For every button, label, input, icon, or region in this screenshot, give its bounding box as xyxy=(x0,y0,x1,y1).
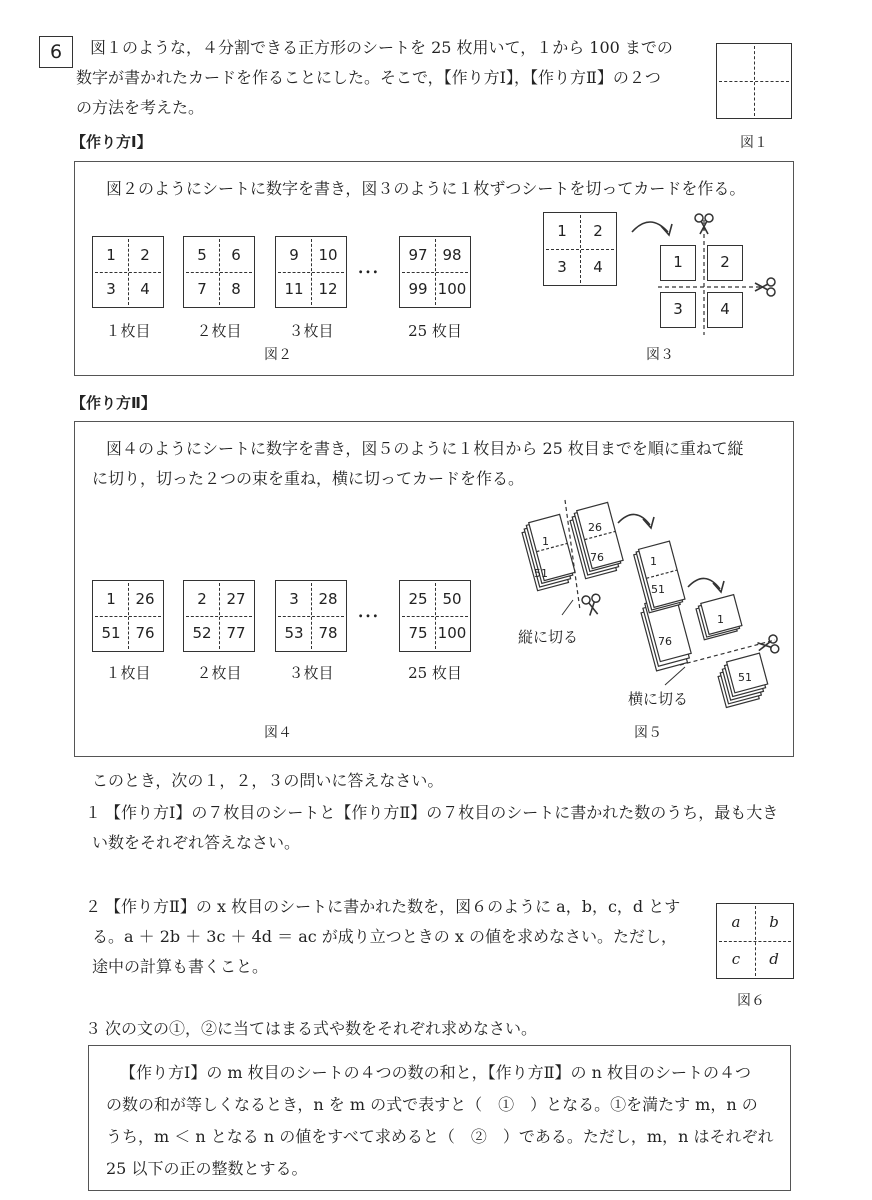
sheet-number: 4 xyxy=(140,280,150,298)
sheet-number: 51 xyxy=(101,624,121,642)
fig2-label-2: ２枚目 xyxy=(196,322,242,340)
q3-number: ３ xyxy=(85,1019,102,1038)
sheet-number: 50 xyxy=(442,590,462,608)
method1-description: 図２のようにシートに数字を書き，図３のように１枚ずつシートを切ってカードを作る。 xyxy=(106,179,746,198)
fig4-sheet-25 xyxy=(399,580,471,652)
fig1-caption: 図１ xyxy=(740,135,768,151)
fig4-caption: 図４ xyxy=(264,725,292,741)
fig3-card-1: 1 xyxy=(660,245,696,281)
fig5-stack-left xyxy=(520,514,577,590)
q2-line-1: 【作り方Ⅱ】の x 枚目のシートに書かれた数を，図６のように a，b，c，d とす xyxy=(105,897,681,916)
q2-number: ２ xyxy=(85,897,102,916)
fig5-num: 76 xyxy=(590,551,604,564)
sheet-number: 100 xyxy=(437,624,467,642)
fig2-label-1: １枚目 xyxy=(105,322,151,340)
fig2-sheet-25 xyxy=(399,236,471,308)
sheet-number: 53 xyxy=(284,624,304,642)
fig5-stack-right xyxy=(568,502,625,578)
fig4-sheet-3 xyxy=(275,580,347,652)
fig5-num: 26 xyxy=(588,521,602,534)
sheet-number: 2 xyxy=(197,590,207,608)
q3-box-line-3: うち，m ＜ n となる n の値をすべて求めると（ ② ）である。ただし，m，n はそれぞれ xyxy=(106,1127,774,1146)
sheet-number: 76 xyxy=(135,624,155,642)
fig2-ellipsis: … xyxy=(357,254,379,279)
fig6-caption: 図６ xyxy=(737,993,765,1009)
q2-line-2: る。a ＋ 2b ＋ 3c ＋ 4d ＝ ac が成り立つときの x の値を求めなさい。ただし， xyxy=(92,927,677,946)
sheet-number: 26 xyxy=(135,590,155,608)
sheet-number: 100 xyxy=(437,280,467,298)
fig5-num: 1 xyxy=(650,555,657,568)
q3-box-line-4: 25 以下の正の整数とする。 xyxy=(106,1159,308,1178)
fig5-num: 51 xyxy=(534,567,548,580)
sheet-number: 12 xyxy=(318,280,338,298)
problem-number: 6 xyxy=(39,36,73,68)
q3-text: 次の文の①，②に当てはまる式や数をそれぞれ求めなさい。 xyxy=(105,1019,538,1038)
fig4-label-25: 25 枚目 xyxy=(408,664,462,682)
fig2-sheet-3 xyxy=(275,236,347,308)
fig4-label-2: ２枚目 xyxy=(196,664,242,682)
fig1-square-sheet xyxy=(716,43,792,119)
q3-box-line-2: の数の和が等しくなるとき，n を m の式で表すと（ ① ）となる。①を満たす m，n の xyxy=(106,1095,758,1114)
sheet-number: 78 xyxy=(318,624,338,642)
fig6-var: c xyxy=(731,950,741,968)
sheet-number: 4 xyxy=(593,258,603,276)
sheet-number: 6 xyxy=(231,246,241,264)
fig5-caption: 図５ xyxy=(634,725,662,741)
sheet-number: 3 xyxy=(557,258,567,276)
fig5-diagram xyxy=(510,495,790,720)
fig5-num: 1 xyxy=(542,535,549,548)
sheet-number: 3 xyxy=(106,280,116,298)
sheet-number: 1 xyxy=(106,246,116,264)
fig5-horizontal-cut-label: 横に切る xyxy=(628,690,689,708)
curved-arrow-icon xyxy=(618,514,650,525)
fig4-ellipsis: … xyxy=(357,598,379,623)
sheet-number: 75 xyxy=(408,624,428,642)
scissors-icon xyxy=(757,634,780,655)
fig2-label-25: 25 枚目 xyxy=(408,322,462,340)
sheet-number: 99 xyxy=(408,280,428,298)
fig2-sheet-2 xyxy=(183,236,255,308)
fig5-num: 76 xyxy=(658,635,672,648)
method2-heading: 【作り方Ⅱ】 xyxy=(71,394,156,412)
fig6-var: d xyxy=(769,950,779,968)
sheet-number: 11 xyxy=(284,280,304,298)
sheet-number: 77 xyxy=(226,624,246,642)
fig4-sheet-2 xyxy=(183,580,255,652)
fig4-sheet-1 xyxy=(92,580,164,652)
fig3-cut-diagram xyxy=(620,210,790,340)
fig2-caption: 図２ xyxy=(264,347,292,363)
sheet-number: 2 xyxy=(140,246,150,264)
sheet-number: 3 xyxy=(289,590,299,608)
fig3-card-2: 2 xyxy=(707,245,743,281)
fig3-caption: 図３ xyxy=(646,347,674,363)
sheet-number: 7 xyxy=(197,280,207,298)
sheet-number: 97 xyxy=(408,246,428,264)
fig5-vertical-cut-label: 縦に切る xyxy=(518,628,579,646)
q1-line-1: 【作り方Ⅰ】の７枚目のシートと【作り方Ⅱ】の７枚目のシートに書かれた数のうち，最も大き xyxy=(105,803,779,822)
intro-line-2: 数字が書かれたカードを作ることにした。そこで，【作り方Ⅰ】，【作り方Ⅱ】の２つ xyxy=(76,68,661,87)
q2-line-3: 途中の計算も書くこと。 xyxy=(92,957,269,976)
fig6-sheet xyxy=(716,903,794,979)
fig2-sheet-1 xyxy=(92,236,164,308)
sheet-number: 98 xyxy=(442,246,462,264)
fig3-card-3: 3 xyxy=(660,292,696,328)
fig5-num: 1 xyxy=(717,613,724,626)
curved-arrow-icon xyxy=(688,578,720,589)
scissors-icon xyxy=(581,594,602,617)
sheet-number: 1 xyxy=(557,222,567,240)
sheet-number: 10 xyxy=(318,246,338,264)
fig4-label-1: １枚目 xyxy=(105,664,151,682)
fig2-label-3: ３枚目 xyxy=(288,322,334,340)
method2-description-2: に切り，切った２つの束を重ね，横に切ってカードを作る。 xyxy=(92,469,525,488)
fig3-sheet xyxy=(543,212,617,286)
method1-heading: 【作り方Ⅰ】 xyxy=(71,133,152,151)
sheet-number: 5 xyxy=(197,246,207,264)
sheet-number: 9 xyxy=(289,246,299,264)
intro-line-1: 図１のような，４分割できる正方形のシートを 25 枚用いて，１から 100 までの xyxy=(90,38,673,57)
q1-line-2: い数をそれぞれ答えなさい。 xyxy=(92,833,301,852)
fig6-var: a xyxy=(731,913,741,931)
fig6-var: b xyxy=(769,913,779,931)
fig4-label-3: ３枚目 xyxy=(288,664,334,682)
sheet-number: 28 xyxy=(318,590,338,608)
q3-box-line-1: 【作り方Ⅰ】の m 枚目のシートの４つの数の和と，【作り方Ⅱ】の n 枚目のシートの４つ xyxy=(120,1063,752,1082)
fig5-num: 51 xyxy=(651,583,665,596)
sheet-number: 2 xyxy=(593,222,603,240)
fig3-card-4: 4 xyxy=(707,292,743,328)
sheet-number: 52 xyxy=(192,624,212,642)
sheet-number: 25 xyxy=(408,590,428,608)
q1-number: １ xyxy=(85,803,102,822)
sheet-number: 8 xyxy=(231,280,241,298)
fig5-stack-merged xyxy=(625,541,701,671)
intro-line-3: の方法を考えた。 xyxy=(76,98,205,117)
fig5-num: 51 xyxy=(738,671,752,684)
sheet-number: 1 xyxy=(106,590,116,608)
sheet-number: 27 xyxy=(226,590,246,608)
questions-prompt: このとき，次の１，２，３の問いに答えなさい。 xyxy=(92,771,444,790)
method2-description-1: 図４のようにシートに数字を書き，図５のように１枚目から 25 枚目までを順に重ねて縦 xyxy=(106,439,744,458)
